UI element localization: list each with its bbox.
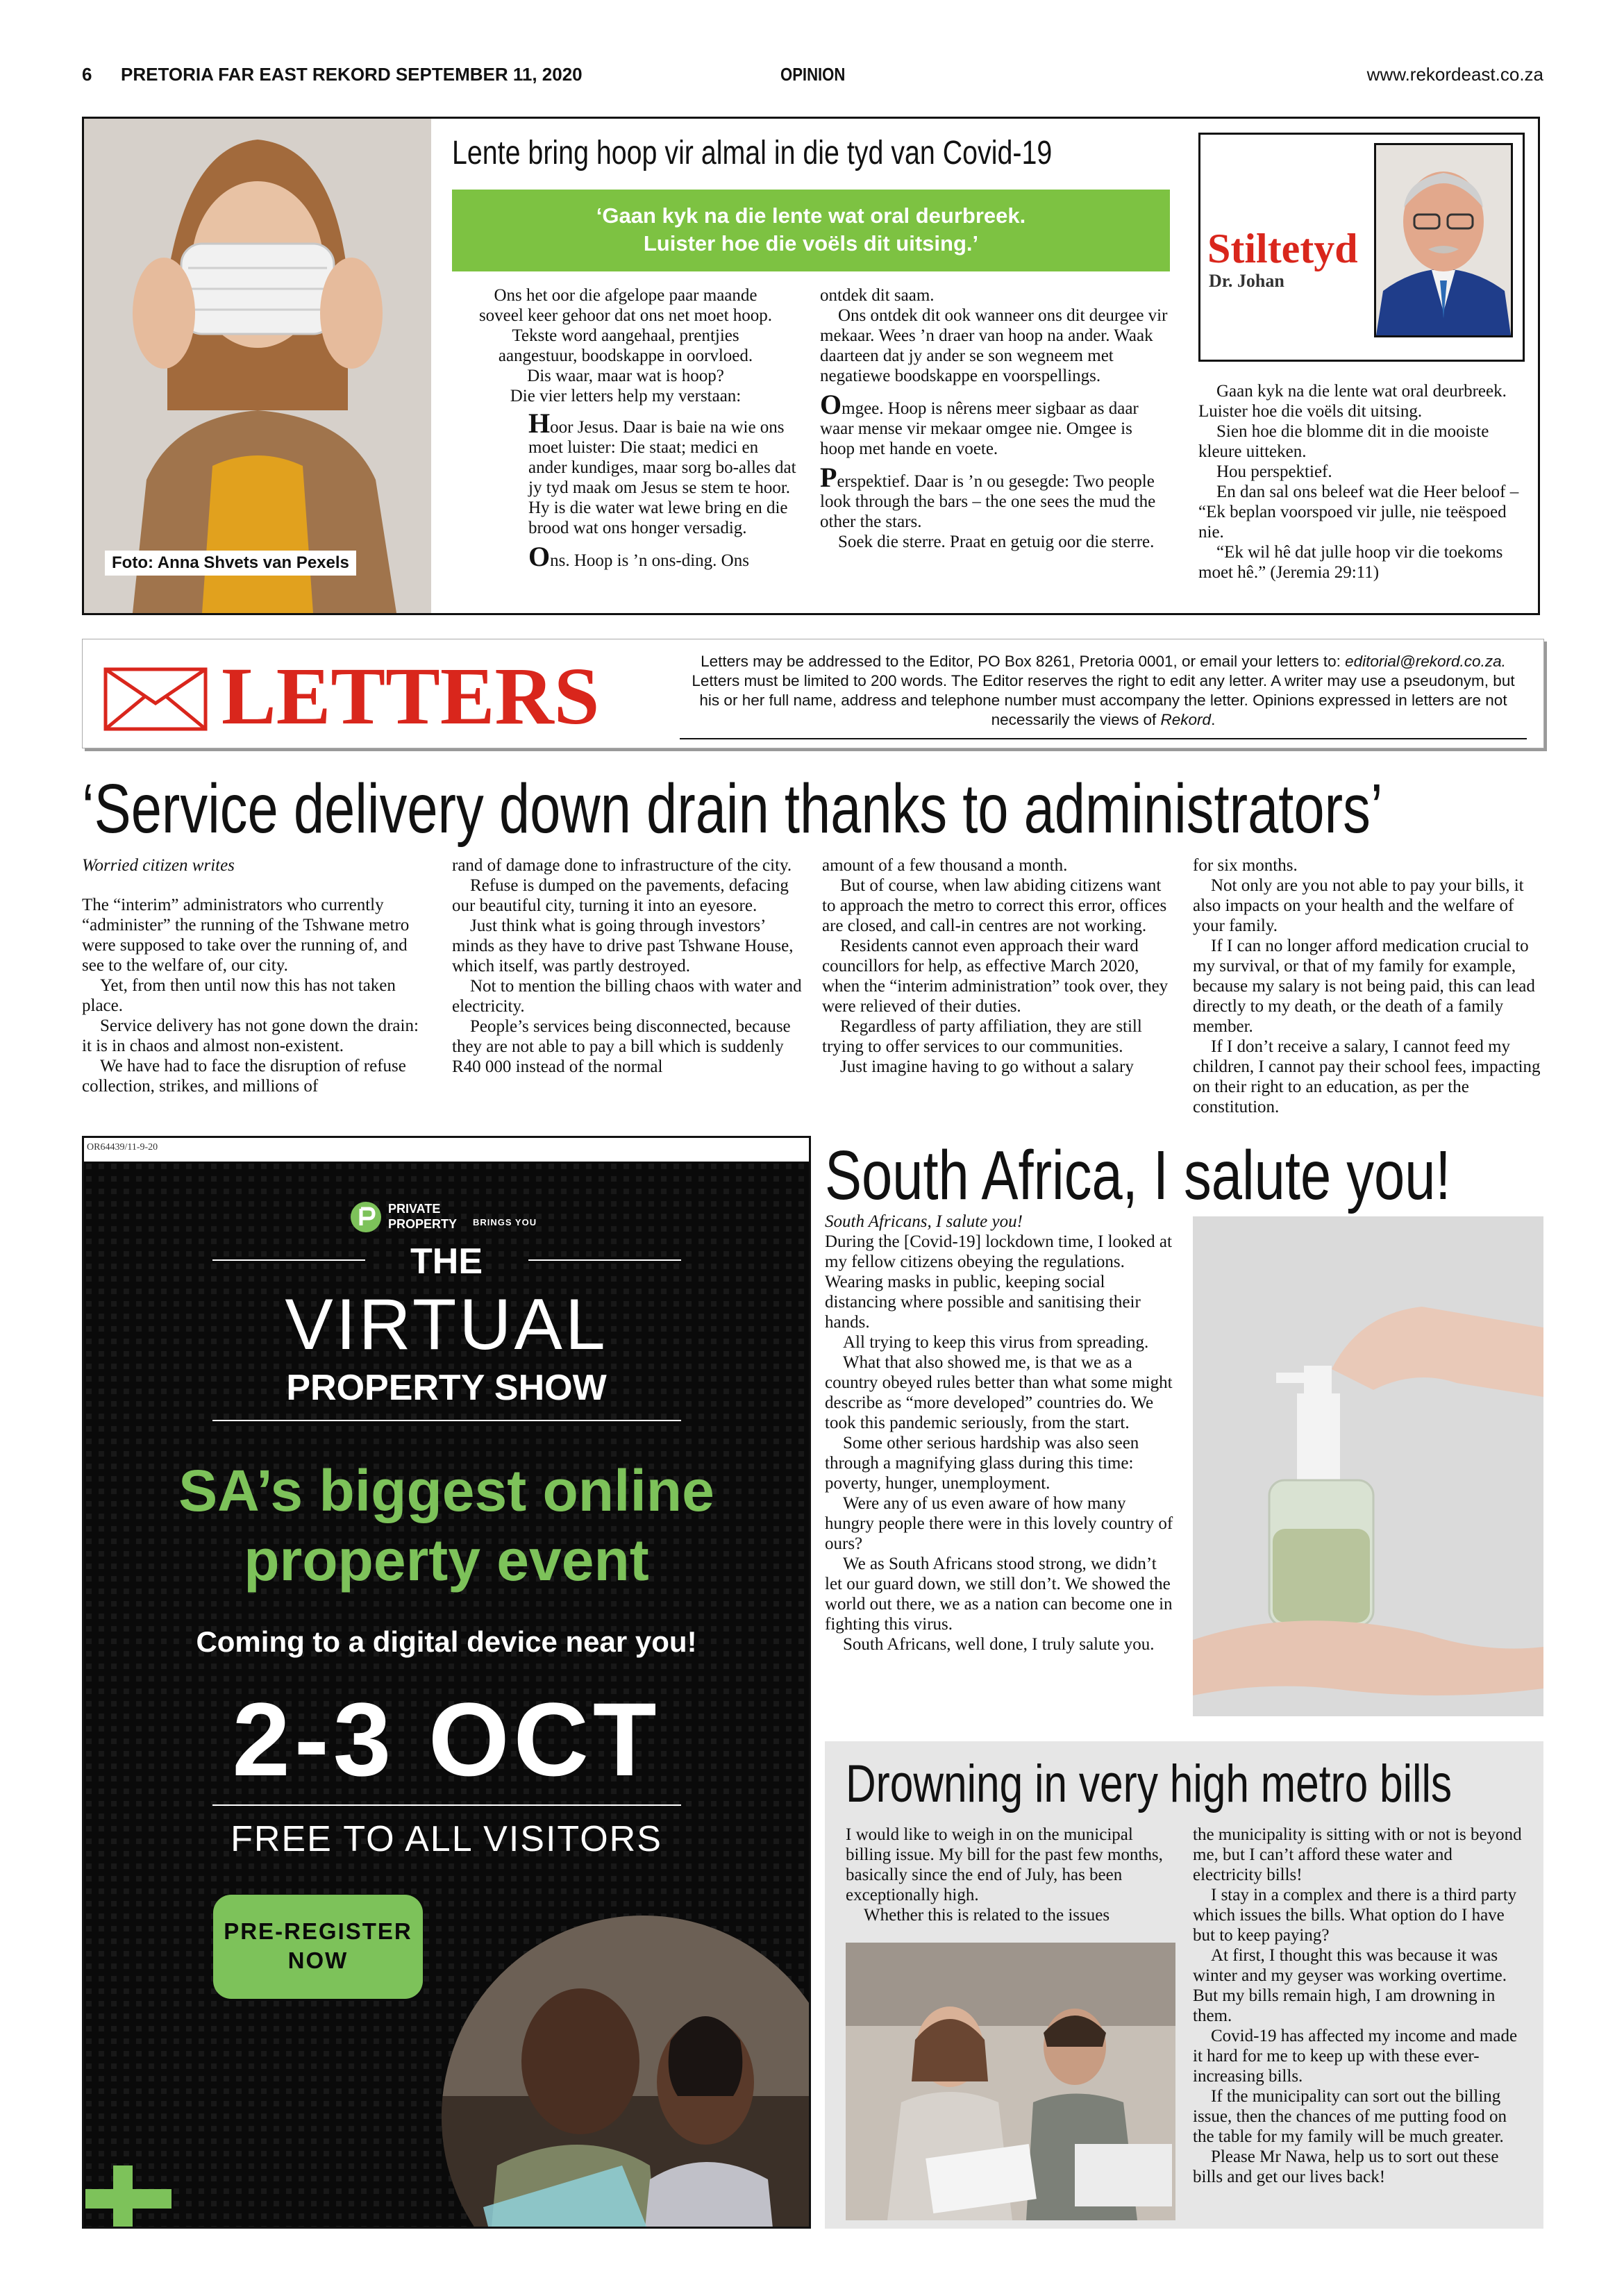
- para: South Africans, well done, I truly salute you.: [843, 1635, 1155, 1654]
- para: Tekste word aangehaal, prentjies: [512, 326, 739, 345]
- letters-info: Letters may be addressed to the Editor, PO Box 8261, Pretoria 0001, or email your letters to: editorial@rekord.co.za. Letters must be limited to 200 words. The Editor reserves the right to edit any letter. A writer may use a pseudonym, but his or her full name, address and telephone number must accompany the letter. Opinions expressed in letters are not necessarily the views of Rekord.: [680, 652, 1527, 730]
- ad-rule-1: [212, 1420, 681, 1421]
- info-line-2: Letters must be limited to 200 words. The Editor reserves the right to edit any letter. A writer may use a pseudonym, but: [692, 672, 1515, 689]
- pull-quote-line-2: Luister hoe die voëls dit uitsing.’: [643, 231, 979, 255]
- para: If the municipality can sort out the billing issue, then the chances of me putting food on the table for my family will be much greater.: [1193, 2087, 1507, 2146]
- para: Service delivery has not gone down the drain: it is in chaos and almost non-existent.: [82, 1016, 419, 1055]
- para: Just imagine having to go without a salary: [840, 1057, 1134, 1076]
- letter1-headline: ‘Service delivery down drain thanks to administrators’: [82, 770, 1383, 848]
- para: Residents cannot even approach their ward councillors for help, as effective March 2020, when the “interim administration” took over, they were relieved of their duties.: [822, 937, 1169, 1016]
- letter3-column-1: [846, 1825, 1175, 1925]
- para-omgee: Omgee. Hoop is nêrens meer sigbaar as daar waar mense vir mekaar omgee nie. Omgee is hoop met hande en voete.: [820, 389, 1139, 458]
- stiltetyd-column-2: [820, 285, 1171, 552]
- bills-couple-photo: [846, 1943, 1175, 2220]
- para: Ons ontdek dit ook wanneer ons dit deurgee vir mekaar. Wees ’n draer van hoop na ander. Waak daarteen dat jy ander se son wegneem met negatiewe boodskappe en voorspellings.: [820, 306, 1168, 385]
- para: soveel keer gehoor dat ons net moet hoop.: [478, 306, 773, 325]
- para: But of course, when law abiding citizens want to approach the metro to correct this error, offices are closed, and call-in centres are not working.: [822, 876, 1167, 935]
- para: Not to mention the billing chaos with water and electricity.: [452, 977, 802, 1016]
- brings-you: BRINGS YOU: [473, 1217, 537, 1227]
- brand-line-1: PRIVATE: [388, 1202, 441, 1216]
- stiltetyd-column-1: [452, 285, 799, 571]
- byline: South Africans, I salute you!: [825, 1212, 1023, 1231]
- sanitizer-illustration: [1193, 1216, 1543, 1716]
- property-show-ad[interactable]: [82, 1136, 811, 2229]
- letter3-column-2: [1193, 1825, 1526, 2187]
- ad-headline-1: SA’s biggest online: [178, 1458, 714, 1523]
- private-property-logo: [349, 1200, 544, 1235]
- para: Covid-19 has affected my income and made it hard for me to keep up with these ever-increasing bills.: [1193, 2027, 1518, 2086]
- letter2-column: [825, 1212, 1173, 1654]
- para: Yet, from then until now this has not taken place.: [82, 976, 396, 1015]
- para: Dis waar, maar wat is hoop?: [527, 367, 724, 385]
- letter1-column-1: [82, 855, 433, 1096]
- para: What that also showed me, is that we as a country obeyed rules better than what some might describe as “more developed” countries do. We took this pandemic seriously, from the start.: [825, 1353, 1173, 1432]
- letter1-column-4: [1193, 855, 1543, 1117]
- para: At first, I thought this was because it was winter and my geyser was working overtime. But my bills remain high, I am drowning in them.: [1193, 1946, 1507, 2025]
- stiltetyd-column-3: [1198, 381, 1525, 583]
- para: Ons het oor die afgelope paar maande: [494, 286, 757, 305]
- author-portrait-illustration: [1376, 145, 1511, 335]
- pull-quote-line-1: ‘Gaan kyk na die lente wat oral deurbreek.: [596, 203, 1026, 228]
- cta-line-1: PRE-REGISTER: [224, 1918, 412, 1944]
- ad-property-show: PROPERTY SHOW: [286, 1368, 607, 1408]
- rekord-name: Rekord: [1160, 711, 1212, 728]
- woman-mask-illustration: [84, 119, 431, 613]
- para-perspektief: Perspektief. Daar is ’n ou gesegde: Two people look through the bars – the one sees the mud the other the stars.: [820, 462, 1156, 531]
- website-link[interactable]: www.rekordeast.co.za: [1366, 64, 1543, 85]
- author-portrait: [1374, 143, 1513, 337]
- letters-title: LETTERS: [221, 651, 600, 741]
- para: Whether this is related to the issues: [864, 1906, 1110, 1925]
- pre-register-button[interactable]: [213, 1895, 423, 1999]
- byline: Worried citizen writes: [82, 856, 235, 875]
- ad-ref-strip: [84, 1138, 809, 1162]
- para-ons: Ons. Hoop is ’n ons-ding. Ons: [528, 541, 749, 572]
- page-header: [82, 64, 1543, 89]
- para: Just think what is going through investors’ minds as they have to drive past Tshwane House, which itself, was partly destroyed.: [452, 916, 794, 975]
- para-hoor: Hoor Jesus. Daar is baie na wie ons moet luister: Die staat; medici en ander kundiges, maar sorg bo-alles dat jy tyd maak om Jesus se stem te hoor. Hy is die water wat lewe bring en die brood wat ons honger versadig.: [528, 408, 796, 537]
- ad-free: FREE TO ALL VISITORS: [231, 1819, 662, 1859]
- para: Sien hoe die blomme dit in die mooiste kleure uitteken.: [1198, 422, 1489, 461]
- para: I would like to weigh in on the municipal billing issue. My bill for the past few months, basically since the end of July, has been exceptionally high.: [846, 1825, 1163, 1904]
- para: Hou perspektief.: [1216, 462, 1332, 481]
- para: All trying to keep this virus from spreading.: [843, 1333, 1149, 1352]
- banner-underline: [680, 738, 1527, 739]
- para: The “interim” administrators who currently “administer” the running of the Tshwane metro were supposed to take over the running of, and see to the welfare of, our city.: [82, 896, 410, 975]
- para: the municipality is sitting with or not is beyond me, but I can’t afford these water and electricity bills!: [1193, 1825, 1522, 1884]
- column-author: Dr. Johan: [1209, 271, 1284, 291]
- ad-reference: OR64439/11-9-20: [87, 1142, 158, 1153]
- para: Please Mr Nawa, help us to sort out these bills and get our lives back!: [1193, 2147, 1499, 2186]
- para: During the [Covid-19] lockdown time, I looked at my fellow citizens obeying the regulations. Wearing masks in public, keeping social distancing where possible and sanitising their hands.: [825, 1232, 1172, 1332]
- woman-mask-photo: [84, 119, 431, 613]
- stiltetyd-box: [82, 117, 1540, 615]
- info-line-3: his or her full name, address and telephone number must accompany the letter. Opinions expressed in letters are not: [699, 692, 1507, 709]
- brand-line-2: PROPERTY: [388, 1217, 458, 1231]
- para: If I don’t receive a salary, I cannot feed my children, I cannot pay their school fees, impacting on their right to an education, as per the constitution.: [1193, 1037, 1541, 1116]
- section-label: OPINION: [780, 64, 846, 85]
- page-number: 6: [82, 64, 92, 85]
- letter1-column-3: [822, 855, 1173, 1077]
- para: ontdek dit saam.: [820, 286, 935, 305]
- para: Were any of us even aware of how many hungry people there were in this lovely country of ours?: [825, 1494, 1173, 1553]
- para: Not only are you not able to pay your bills, it also impacts on your health and the welfare of your family.: [1193, 876, 1524, 935]
- para: “Ek wil hê dat julle hoop vir die toekoms moet hê.” (Jeremia 29:11): [1198, 543, 1503, 582]
- ad-date: 2-3 OCT: [232, 1681, 661, 1798]
- stiltetyd-headline: Lente bring hoop vir almal in die tyd van Covid-19: [452, 135, 1053, 171]
- para: If I can no longer afford medication crucial to my survival, or that of my family for example, because my salary is not being paid, this can lead directly to my death, or the death of a family member.: [1193, 937, 1535, 1036]
- para: We have had to face the disruption of refuse collection, strikes, and millions of: [82, 1057, 406, 1096]
- para: I stay in a complex and there is a third party which issues the bills. What option do I have but to keep paying?: [1193, 1886, 1517, 1945]
- para: Refuse is dumped on the pavements, defacing our beautiful city, turning it into an eyesore.: [452, 876, 789, 915]
- bills-couple-illustration: [846, 1943, 1175, 2220]
- para: Some other serious hardship was also seen through a magnifying glass during this time: poverty, hunger, unemployment.: [825, 1434, 1139, 1493]
- para: En dan sal ons beleef wat die Heer beloof – “Ek beplan voorspoed vir julle, nie teëspoed nie.: [1198, 483, 1519, 542]
- column-name: Stiltetyd: [1207, 226, 1358, 271]
- para: rand of damage done to infrastructure of the city.: [452, 856, 792, 875]
- para: for six months.: [1193, 856, 1298, 875]
- plus-icon: [85, 2165, 171, 2229]
- letter3-headline: Drowning in very high metro bills: [846, 1754, 1453, 1813]
- stiltetyd-pull-quote: [452, 190, 1170, 271]
- info-line-1: Letters may be addressed to the Editor, PO Box 8261, Pretoria 0001, or email your letters to:: [701, 653, 1346, 670]
- para: Die vier letters help my verstaan:: [510, 387, 742, 405]
- ad-the: THE: [410, 1241, 483, 1282]
- letters-banner: [82, 639, 1544, 748]
- para: Regardless of party affiliation, they are still trying to offer services to our communities.: [822, 1017, 1142, 1056]
- info-line-4: necessarily the views of: [991, 711, 1161, 728]
- publication-date: PRETORIA FAR EAST REKORD SEPTEMBER 11, 2020: [121, 64, 583, 85]
- para: amount of a few thousand a month.: [822, 856, 1068, 875]
- envelope-icon: [103, 667, 208, 731]
- photo-credit: Foto: Anna Shvets van Pexels: [105, 551, 356, 576]
- letter1-column-2: [452, 855, 803, 1077]
- para: aangestuur, boodskappe in oorvloed.: [498, 346, 753, 365]
- ad-rule-2: [212, 1804, 681, 1806]
- stiltetyd-column-sig: [1198, 133, 1525, 362]
- ad-coming: Coming to a digital device near you!: [196, 1625, 697, 1658]
- para: Gaan kyk na die lente wat oral deurbreek. Luister hoe die voëls dit uitsing.: [1198, 382, 1507, 421]
- ad-headline-2: property event: [244, 1527, 649, 1593]
- letter3-panel: [825, 1741, 1543, 2229]
- letter2-headline: South Africa, I salute you!: [825, 1137, 1451, 1214]
- para: Soek die sterre. Praat en getuig oor die sterre.: [838, 533, 1155, 551]
- sanitizer-photo: [1193, 1216, 1543, 1716]
- pp-logo-icon: [349, 1200, 383, 1234]
- para: We as South Africans stood strong, we didn’t let our guard down, we still don’t. We showed the world out there, we as a nation can become one in fighting this virus.: [825, 1555, 1173, 1634]
- editor-email[interactable]: editorial@rekord.co.za.: [1345, 653, 1506, 670]
- para: People’s services being disconnected, because they are not able to pay a bill which is suddenly R40 000 instead of the normal: [452, 1017, 791, 1076]
- ad-virtual: VIRTUAL: [285, 1284, 608, 1365]
- cta-line-2: NOW: [287, 1947, 349, 1973]
